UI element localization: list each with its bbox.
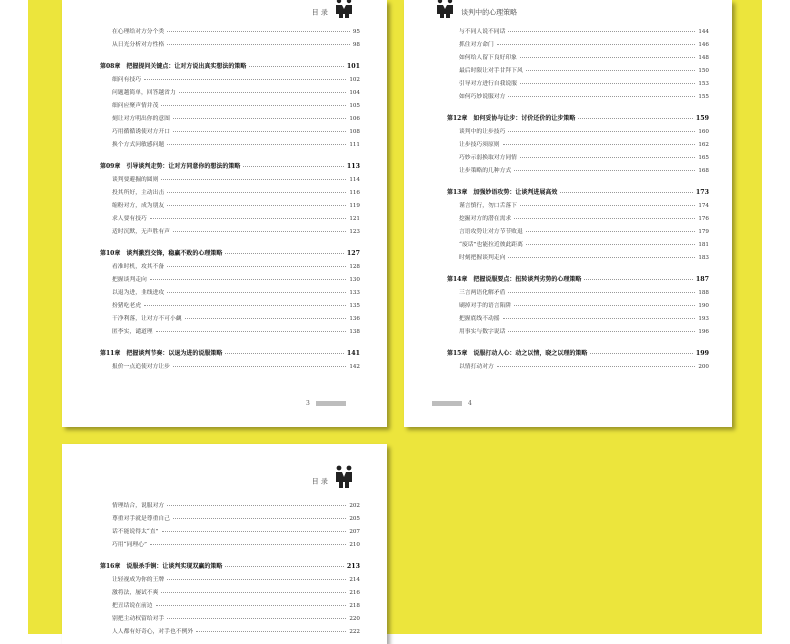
toc-entry-title: 情理结合，说服对方	[112, 503, 165, 509]
toc-entry	[100, 170, 360, 183]
toc-entry-page: 116	[349, 190, 360, 196]
page-footer	[306, 400, 346, 407]
toc-entry-page: 200	[698, 364, 709, 370]
dot-leader	[225, 566, 343, 567]
toc-entry	[100, 522, 360, 535]
toc-entry-page: 95	[352, 29, 360, 35]
toc-entry-title: 让轻视成为你的王牌	[112, 577, 165, 583]
toc-entry-page: 214	[349, 577, 360, 583]
toc-entry-page: 179	[698, 229, 709, 235]
toc-entry	[100, 70, 360, 83]
toc-entry-title: 第12章 如何妥协与让步：讨价还价的让步策略	[447, 115, 576, 122]
toc-entry-page: 123	[349, 229, 360, 235]
toc-chapter-heading	[447, 108, 709, 122]
toc-entry	[100, 357, 360, 370]
dot-leader	[503, 144, 696, 145]
dot-leader	[173, 366, 346, 367]
dot-leader	[508, 257, 695, 258]
toc-entry-page: 101	[346, 63, 360, 70]
toc-entry-title: 激将法，屡试不爽	[112, 590, 159, 596]
toc-entry	[447, 135, 709, 148]
toc-entry-page: 218	[349, 603, 360, 609]
dot-leader	[161, 592, 346, 593]
toc-entry-title: 最后时限让对手甘拜下风	[459, 68, 523, 74]
toc-entry-title: 巧妙示弱换取对方同情	[459, 155, 517, 161]
toc-entry-title: 用事实与数字说话	[459, 329, 506, 335]
dot-leader	[185, 318, 347, 319]
toc-entry-title: 挖掘对方的潜在需求	[459, 216, 512, 222]
toc-entry	[100, 109, 360, 122]
toc-chapter-heading	[447, 343, 709, 357]
dot-leader	[590, 353, 692, 354]
dot-leader	[497, 366, 696, 367]
toc-entry-title: 巧用“同理心”	[112, 542, 147, 548]
dot-leader	[179, 92, 347, 93]
toc-entry-title: 问题越简单，回答越省力	[112, 90, 176, 96]
header-title: 目 录	[311, 8, 328, 17]
dot-leader	[167, 44, 350, 45]
toc-entry-title: 谈判中的让步技巧	[459, 129, 506, 135]
toc-entry-title: 引导对方进行自我说服	[459, 81, 517, 87]
toc-entry	[447, 48, 709, 61]
toc-entry-page: 138	[349, 329, 360, 335]
dot-leader	[514, 218, 695, 219]
toc-entry-page: 148	[698, 55, 709, 61]
toc-entry	[100, 257, 360, 270]
dot-leader	[584, 279, 692, 280]
toc-chapter-heading	[447, 269, 709, 283]
toc-entry	[100, 183, 360, 196]
toc-entry-page: 104	[349, 90, 360, 96]
toc-entry-title: 以退为进，韭线进攻	[112, 290, 165, 296]
toc-entry-page: 222	[349, 629, 360, 635]
dot-leader	[173, 231, 346, 232]
toc-entry	[100, 570, 360, 583]
toc-entry-page: 220	[349, 616, 360, 622]
toc-entry-page: 106	[349, 116, 360, 122]
toc-entry-page: 183	[698, 255, 709, 261]
dot-leader	[508, 96, 695, 97]
book-page-5	[62, 444, 387, 644]
toc-entry-page: 135	[349, 303, 360, 309]
book-page-4	[404, 0, 732, 427]
dot-leader	[520, 157, 695, 158]
toc-entry-title: 尊重对手就是尊重自己	[112, 516, 170, 522]
toc-entry-page: 199	[695, 350, 709, 357]
toc-entry	[100, 309, 360, 322]
dot-leader	[167, 579, 346, 580]
toc-entry	[447, 161, 709, 174]
toc-entry-page: 187	[695, 276, 709, 283]
toc-entry	[100, 283, 360, 296]
dot-leader	[196, 631, 346, 632]
toc-entry	[100, 322, 360, 335]
toc-entry-title: 刻让对方明出你的意图	[112, 116, 170, 122]
header-title: 目 录	[311, 477, 328, 486]
toc-chapter-heading	[100, 56, 360, 70]
dot-leader	[520, 205, 695, 206]
dot-leader	[167, 192, 346, 193]
toc-entry-title: 第13章 加强妙语攻势：让谈判进展高效	[447, 189, 558, 196]
dot-leader	[520, 83, 695, 84]
dot-leader	[150, 279, 347, 280]
toc-entry	[447, 61, 709, 74]
handshake-icon	[333, 0, 355, 22]
toc-entry-title: 让步策略的几种方式	[459, 168, 512, 174]
toc-entry-page: 141	[346, 350, 360, 357]
dot-leader	[156, 605, 347, 606]
page-number: 4	[468, 400, 472, 407]
dot-leader	[150, 218, 347, 219]
toc-entry-title: 从日光分析对方性格	[112, 42, 165, 48]
toc-entry-page: 168	[698, 168, 709, 174]
footer-bar	[432, 401, 462, 406]
toc-entry-page: 119	[349, 203, 360, 209]
dot-leader	[526, 70, 696, 71]
table-of-contents	[100, 22, 360, 370]
toc-entry-page: 160	[698, 129, 709, 135]
toc-entry-title: 话不能说得太“直”	[112, 529, 159, 535]
toc-entry	[447, 296, 709, 309]
dot-leader	[520, 57, 695, 58]
toc-entry-page: 105	[349, 103, 360, 109]
toc-entry-page: 150	[698, 68, 709, 74]
toc-entry-page: 128	[349, 264, 360, 270]
toc-chapter-heading	[447, 182, 709, 196]
dot-leader	[161, 105, 346, 106]
table-of-contents	[100, 496, 360, 635]
toc-entry	[100, 222, 360, 235]
toc-entry-title: 第09章 引导谈判走势：让对方同意你的想法的策略	[100, 163, 241, 170]
dot-leader	[526, 231, 696, 232]
toc-entry-title: 匿李实，谴道理	[112, 329, 153, 335]
toc-entry-page: 113	[346, 163, 360, 170]
dot-leader	[173, 118, 346, 119]
toc-entry	[100, 596, 360, 609]
dot-leader	[167, 505, 346, 506]
toc-entry-page: 174	[698, 203, 709, 209]
toc-entry	[100, 583, 360, 596]
toc-entry-page: 188	[698, 290, 709, 296]
toc-entry-title: 巧用循循诱使对方开口	[112, 129, 170, 135]
toc-entry-title: 适时沉默，无声胜有声	[112, 229, 170, 235]
handshake-icon	[434, 0, 456, 22]
toc-entry-title: 把握底线不动摇	[459, 316, 500, 322]
toc-entry-title: 换个方式问敏感问题	[112, 142, 165, 148]
toc-entry-title: 细问应聚声情并茂	[112, 103, 159, 109]
toc-entry-title: 如何给人留下良好印象	[459, 55, 517, 61]
toc-entry-page: 196	[698, 329, 709, 335]
toc-entry	[100, 22, 360, 35]
toc-entry-page: 111	[349, 142, 360, 148]
toc-entry-title: 谈判要避掘的圆则	[112, 177, 159, 183]
toc-entry-title: 第11章 把握谈判节奏：以退为进的说服策略	[100, 350, 223, 357]
dot-leader	[162, 531, 347, 532]
toc-entry-page: 190	[698, 303, 709, 309]
toc-entry-page: 153	[698, 81, 709, 87]
toc-entry-page: 193	[698, 316, 709, 322]
dot-leader	[560, 192, 692, 193]
toc-entry	[447, 309, 709, 322]
dot-leader	[225, 253, 343, 254]
toc-entry-title: 言语攻势让对方节节败退	[459, 229, 523, 235]
toc-entry-page: 142	[349, 364, 360, 370]
dot-leader	[514, 170, 695, 171]
toc-entry-page: 181	[698, 242, 709, 248]
book-page-3	[62, 0, 387, 427]
toc-chapter-heading	[100, 343, 360, 357]
toc-entry	[100, 609, 360, 622]
toc-entry	[447, 35, 709, 48]
toc-entry-title: 求人要有技巧	[112, 216, 147, 222]
toc-entry	[447, 209, 709, 222]
toc-chapter-heading	[100, 156, 360, 170]
toc-entry	[100, 83, 360, 96]
toc-entry	[100, 509, 360, 522]
toc-entry-title: 报价一点追使对方让步	[112, 364, 170, 370]
toc-entry-title: 在心理给对方分个类	[112, 29, 165, 35]
table-of-contents	[447, 22, 709, 370]
dot-leader	[167, 205, 346, 206]
dot-leader	[508, 292, 695, 293]
toc-entry-page: 213	[346, 563, 360, 570]
toc-entry	[447, 357, 709, 370]
toc-entry-page: 102	[349, 77, 360, 83]
toc-entry-title: 谨言慎行，勿口舌落下	[459, 203, 517, 209]
toc-entry-page: 216	[349, 590, 360, 596]
toc-entry-title: 让步技巧须原则	[459, 142, 500, 148]
toc-entry-title: 第14章 把握说服要点：扭转谈判劣势的心理策略	[447, 276, 582, 283]
dot-leader	[167, 618, 346, 619]
toc-entry	[100, 135, 360, 148]
toc-entry-page: 165	[698, 155, 709, 161]
toc-entry-title: 第16章 说服杀手锏：让谈判实现双赢的策略	[100, 563, 223, 570]
toc-entry-title: 如何巧妙说服对方	[459, 94, 506, 100]
toc-entry-title: 扮猪吃老虎	[112, 303, 141, 309]
toc-entry-page: 176	[698, 216, 709, 222]
toc-entry-title: 把丑话说在前边	[112, 603, 153, 609]
dot-leader	[514, 305, 695, 306]
toc-entry	[100, 535, 360, 548]
handshake-icon	[333, 464, 355, 494]
toc-entry	[447, 222, 709, 235]
toc-entry	[100, 96, 360, 109]
toc-entry-title: 抓住对方命门	[459, 42, 494, 48]
dot-leader	[508, 131, 695, 132]
toc-entry	[447, 196, 709, 209]
toc-entry	[100, 296, 360, 309]
toc-entry	[100, 35, 360, 48]
page-header	[312, 464, 355, 486]
page-footer	[432, 400, 472, 407]
page-header	[434, 0, 517, 20]
toc-entry	[100, 122, 360, 135]
toc-entry	[447, 148, 709, 161]
toc-entry-page: 130	[349, 277, 360, 283]
toc-entry-title: 干净利落，让对方不可小觑	[112, 316, 182, 322]
toc-entry-title: 人人都有好奇心，对手也不例外	[112, 629, 194, 635]
toc-entry-title: 第15章 说服打动人心：动之以情，晓之以理的策略	[447, 350, 588, 357]
dot-leader	[173, 518, 346, 519]
toc-entry-page: 133	[349, 290, 360, 296]
toc-entry-title: 看准时机，攻其不备	[112, 264, 165, 270]
dot-leader	[173, 131, 346, 132]
toc-entry-title: 时刻把握谈判走向	[459, 255, 506, 261]
toc-entry-title: 三言两语化解矛盾	[459, 290, 506, 296]
header-title: 谈判中的心理策略	[461, 8, 518, 17]
dot-leader	[243, 166, 343, 167]
toc-entry	[100, 496, 360, 509]
page-number: 3	[306, 400, 310, 407]
toc-entry-page: 144	[698, 29, 709, 35]
toc-entry-title: 与不同人说不同话	[459, 29, 506, 35]
dot-leader	[144, 79, 346, 80]
toc-entry	[447, 87, 709, 100]
toc-entry	[447, 74, 709, 87]
toc-entry-title: 第10章 谈判激烈交锋，稳赢不败的心理策略	[100, 250, 223, 257]
toc-entry-page: 108	[349, 129, 360, 135]
dot-leader	[156, 331, 347, 332]
dot-leader	[144, 305, 346, 306]
toc-entry-page: 205	[349, 516, 360, 522]
dot-leader	[578, 118, 692, 119]
toc-entry	[100, 270, 360, 283]
toc-chapter-heading	[100, 556, 360, 570]
toc-entry-page: 121	[349, 216, 360, 222]
page-header	[312, 0, 355, 20]
dot-leader	[497, 44, 696, 45]
toc-entry-page: 202	[349, 503, 360, 509]
toc-entry-title: 第08章 把握提问关键点：让对方说出真实想法的策略	[100, 63, 247, 70]
toc-entry-title: 细问有技巧	[112, 77, 141, 83]
dot-leader	[161, 179, 346, 180]
toc-entry	[447, 122, 709, 135]
dot-leader	[167, 31, 350, 32]
toc-entry	[447, 283, 709, 296]
toc-entry-page: 146	[698, 42, 709, 48]
toc-entry-page: 155	[698, 94, 709, 100]
dot-leader	[167, 292, 346, 293]
dot-leader	[508, 31, 695, 32]
dot-leader	[526, 244, 695, 245]
dot-leader	[508, 331, 695, 332]
dot-leader	[225, 353, 343, 354]
toc-entry	[447, 22, 709, 35]
toc-entry-page: 98	[352, 42, 360, 48]
toc-entry	[447, 248, 709, 261]
toc-entry	[100, 209, 360, 222]
toc-entry	[447, 322, 709, 335]
toc-entry-page: 210	[349, 542, 360, 548]
toc-entry-title: “废话”也能拉近彼此距离	[459, 242, 523, 248]
dot-leader	[249, 66, 343, 67]
toc-entry-page: 207	[349, 529, 360, 535]
toc-entry-page: 162	[698, 142, 709, 148]
dot-leader	[503, 318, 696, 319]
toc-entry-title: 刷掉对手的语言陷阱	[459, 303, 512, 309]
toc-entry	[447, 235, 709, 248]
toc-entry-title: 投其所好，主动出击	[112, 190, 165, 196]
toc-entry	[100, 196, 360, 209]
toc-entry-title: 别把主动权留给对手	[112, 616, 165, 622]
toc-entry-page: 136	[349, 316, 360, 322]
dot-leader	[150, 544, 346, 545]
toc-chapter-heading	[100, 243, 360, 257]
toc-entry-page: 159	[695, 115, 709, 122]
footer-bar	[316, 401, 346, 406]
toc-entry-page: 173	[695, 189, 709, 196]
toc-entry-title: 缩粉对方，成为朋友	[112, 203, 165, 209]
toc-entry-title: 把握谈判走向	[112, 277, 147, 283]
toc-entry-page: 114	[349, 177, 360, 183]
dot-leader	[167, 144, 346, 145]
toc-entry-page: 127	[346, 250, 360, 257]
toc-entry	[100, 622, 360, 635]
toc-entry-title: 以情打动对方	[459, 364, 494, 370]
dot-leader	[167, 266, 346, 267]
